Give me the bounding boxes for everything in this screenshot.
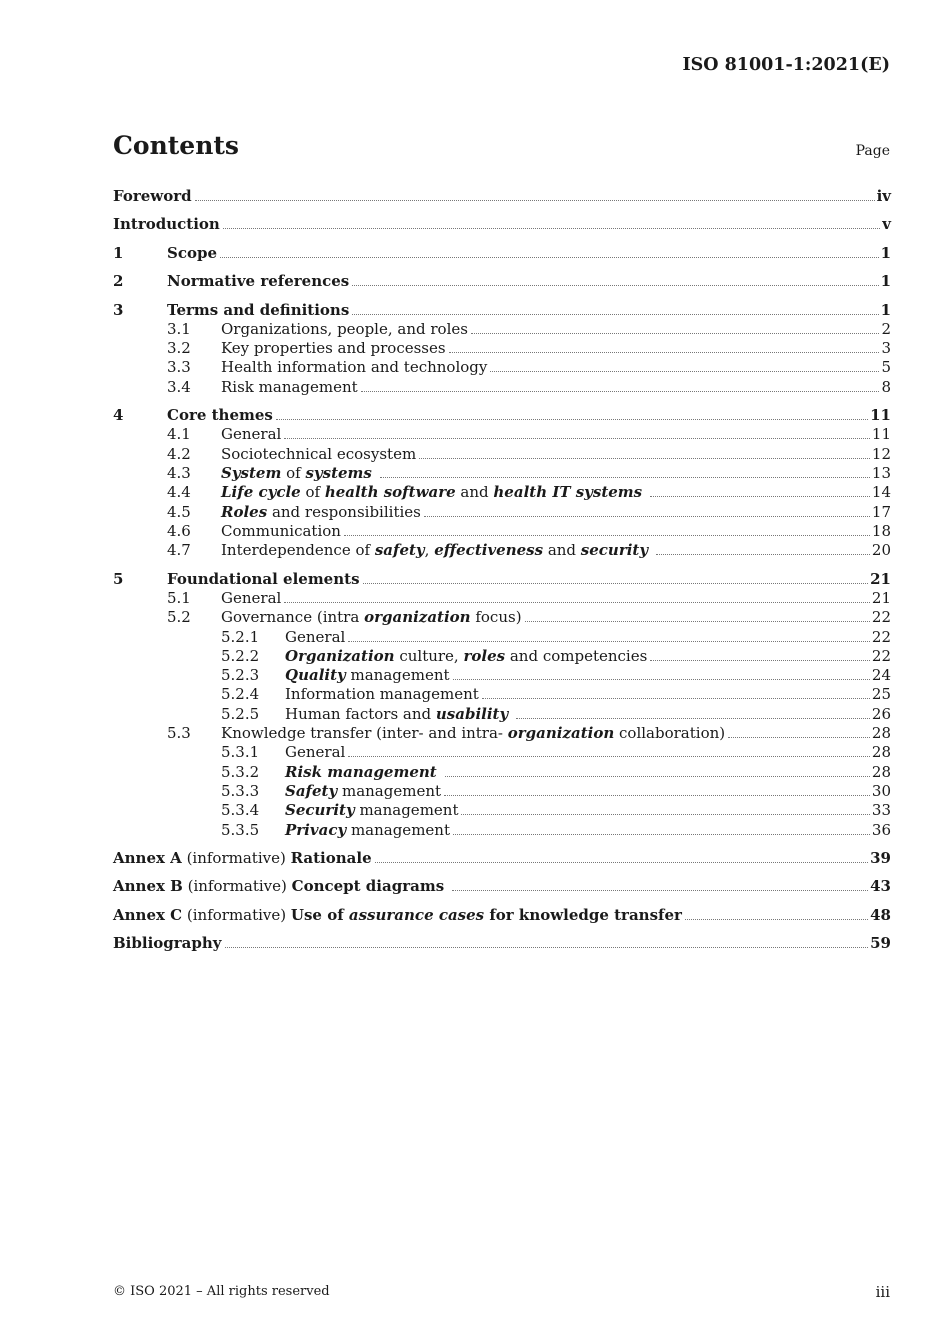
toc-entry-line (167, 405, 891, 425)
toc-entry-page: 1 (880, 272, 891, 290)
toc-title-segment: (informative) (182, 906, 291, 924)
toc-entry-number: 5.2 (167, 608, 191, 626)
toc-entry-number: 4 (113, 406, 124, 424)
toc-entry-title (221, 540, 653, 560)
dot-leader (419, 458, 870, 459)
toc-title-segment: management (346, 821, 450, 839)
dot-leader (445, 776, 870, 777)
toc-entry-title (221, 424, 281, 444)
dot-leader (352, 314, 878, 315)
toc-entry[interactable] (113, 357, 891, 377)
dot-leader (444, 795, 870, 796)
toc-entry[interactable] (113, 502, 891, 522)
toc-title-segment (508, 705, 513, 723)
toc-entry-number: 3.4 (167, 378, 191, 396)
dot-leader (220, 257, 879, 258)
toc-entry-title (221, 319, 468, 339)
toc-title-segment: Knowledge transfer (inter- and intra- (221, 724, 508, 742)
toc-entry-title (167, 243, 217, 263)
toc-entry-title (221, 607, 522, 627)
toc-entry[interactable] (113, 848, 891, 868)
toc-entry-title (113, 214, 220, 234)
toc-entry-title (221, 463, 377, 483)
dot-leader (424, 516, 870, 517)
toc-title-segment: and (543, 541, 581, 559)
toc-entry-title (285, 781, 441, 801)
toc-entry-number: 5.3 (167, 724, 191, 742)
dot-leader (525, 621, 870, 622)
toc-entry[interactable] (113, 933, 891, 953)
toc-title-segment: , (424, 541, 435, 559)
toc-entry-line (221, 540, 891, 560)
toc-title-segment: Governance (intra (221, 608, 365, 626)
toc-title-segment: of (281, 464, 306, 482)
toc-entry-line (221, 502, 891, 522)
toc-entry-title (285, 627, 345, 647)
toc-entry-number: 5.2.1 (221, 628, 260, 646)
toc-title-segment: and (455, 483, 494, 501)
toc-title-segment: Information management (285, 685, 479, 703)
toc-entry[interactable] (113, 444, 891, 464)
toc-title-segment: Human factors and (285, 705, 436, 723)
toc-entry[interactable] (113, 762, 891, 782)
toc-entry[interactable] (113, 820, 891, 840)
toc-entry-title (285, 742, 345, 762)
dot-leader (685, 919, 868, 920)
toc-entry-title (221, 377, 358, 397)
toc-entry-title (285, 684, 479, 704)
dot-leader (452, 890, 868, 891)
dot-leader (363, 583, 869, 584)
toc-title-segment: roles (463, 647, 506, 665)
page-number: iii (875, 1283, 890, 1301)
toc-title-segment: Scope (167, 244, 218, 262)
toc-title-segment: systems (305, 464, 372, 482)
toc-entry-title (221, 588, 281, 608)
toc-entry[interactable] (113, 665, 891, 685)
toc-entry-number: 5.2.3 (221, 666, 260, 684)
toc-entry-number: 5.3.1 (221, 743, 260, 761)
dot-leader (516, 718, 870, 719)
toc-title-segment: Safety (285, 782, 338, 800)
toc-title-segment: of (300, 483, 325, 501)
toc-title-segment: General (221, 589, 282, 607)
toc-title-segment: security (580, 541, 649, 559)
toc-title-segment: Rationale (290, 849, 372, 867)
toc-entry-number: 5 (113, 570, 124, 588)
toc-title-segment: Annex A (113, 849, 182, 867)
toc-title-segment: health software (324, 483, 456, 501)
toc-entry-page: 22 (871, 647, 891, 665)
toc-entry-line (113, 848, 891, 868)
page-column-label: Page (855, 143, 890, 159)
toc-entry-line (221, 424, 891, 444)
toc-entry[interactable] (113, 607, 891, 627)
toc-entry-line (285, 704, 891, 724)
toc-entry[interactable] (113, 271, 891, 291)
toc-entry-number: 4.2 (167, 445, 191, 463)
toc-entry-line (113, 214, 891, 234)
toc-entry-line (285, 665, 891, 685)
toc-entry-title (221, 444, 416, 464)
toc-entry-line (167, 243, 891, 263)
toc-entry-title (113, 876, 449, 896)
dot-leader (482, 698, 870, 699)
toc-entry-page: 3 (881, 339, 891, 357)
dot-leader (380, 477, 870, 478)
toc-entry-page: 28 (871, 763, 891, 781)
dot-leader (284, 438, 870, 439)
toc-entry-page: 13 (871, 464, 891, 482)
toc-entry[interactable] (113, 876, 891, 896)
toc-entry-page: 39 (870, 849, 891, 867)
toc-title-segment: organization (507, 724, 615, 742)
toc-entry[interactable] (113, 569, 891, 589)
toc-title-segment: Foreword (113, 187, 192, 205)
toc-entry-number: 5.3.4 (221, 801, 260, 819)
toc-entry-page: 1 (880, 301, 891, 319)
toc-entry-page: 21 (871, 589, 891, 607)
toc-title-segment: for knowledge transfer (484, 906, 682, 924)
toc-title-segment: Organization (285, 647, 395, 665)
toc-entry-page: v (882, 215, 891, 233)
toc-entry-page: 11 (871, 425, 891, 443)
toc-title-segment: Quality (285, 666, 346, 684)
dot-leader (361, 391, 880, 392)
toc-title-segment: Foundational elements (167, 570, 360, 588)
toc-entry-page: 43 (870, 877, 891, 895)
toc-entry-number: 4.7 (167, 541, 191, 559)
toc-entry-title (221, 338, 446, 358)
toc-entry-page: 33 (871, 801, 891, 819)
toc-entry-page: 1 (880, 244, 891, 262)
toc-entry-line (167, 569, 891, 589)
toc-title-segment: management (337, 782, 442, 800)
dot-leader (656, 554, 870, 555)
toc-entry[interactable] (113, 646, 891, 666)
toc-entry-line (285, 627, 891, 647)
toc-entry[interactable] (113, 214, 891, 234)
toc-title-segment: Key properties and processes (221, 339, 446, 357)
toc-entry-title (221, 502, 421, 522)
toc-entry-title (221, 482, 647, 502)
toc-entry-page: 26 (871, 705, 891, 723)
toc-title-segment: Core themes (167, 406, 273, 424)
toc-entry-number: 4.1 (167, 425, 191, 443)
toc-entry-page: 11 (870, 406, 891, 424)
toc-title-segment: Organizations, people, and roles (221, 320, 468, 338)
page-title: Contents (113, 131, 240, 160)
toc-entry-number: 1 (113, 244, 124, 262)
toc-entry-number: 5.2.5 (221, 705, 260, 723)
dot-leader (223, 228, 880, 229)
toc-entry-title (285, 762, 442, 782)
toc-title-segment (648, 541, 653, 559)
toc-entry-title (221, 357, 487, 377)
toc-title-segment: General (285, 743, 346, 761)
toc-title-segment: Annex B (113, 877, 183, 895)
toc-title-segment: (informative) (182, 877, 292, 895)
dot-leader (195, 200, 875, 201)
toc-entry-line (113, 186, 891, 206)
dot-leader (276, 419, 868, 420)
toc-entry-line (221, 521, 891, 541)
dot-leader (344, 535, 870, 536)
toc-title-segment: Privacy (285, 821, 347, 839)
copyright-notice: © ISO 2021 – All rights reserved (113, 1284, 330, 1299)
toc-title-segment: Concept diagrams (291, 877, 445, 895)
toc-entry-title (221, 521, 341, 541)
toc-entry[interactable] (113, 243, 891, 263)
dot-leader (225, 947, 869, 948)
toc-entry-line (285, 742, 891, 762)
toc-title-segment: management (345, 666, 450, 684)
toc-entry-title (285, 665, 450, 685)
toc-entry-page: 2 (881, 320, 891, 338)
toc-entry-page: iv (876, 187, 891, 205)
toc-entry-line (221, 723, 891, 743)
toc-entry-line (285, 800, 891, 820)
toc-title-segment: Sociotechnical ecosystem (221, 445, 417, 463)
dot-leader (650, 496, 870, 497)
toc-entry-line (167, 300, 891, 320)
dot-leader (352, 285, 878, 286)
toc-entry-page: 28 (871, 743, 891, 761)
toc-title-segment (444, 877, 449, 895)
toc-entry-title (167, 569, 360, 589)
toc-entry-line (221, 588, 891, 608)
toc-entry[interactable] (113, 319, 891, 339)
toc-entry-page: 5 (881, 358, 891, 376)
toc-entry-number: 4.5 (167, 503, 191, 521)
toc-entry[interactable] (113, 338, 891, 358)
toc-entry-number: 4.4 (167, 483, 191, 501)
toc-entry-page: 24 (871, 666, 891, 684)
toc-entry-title (221, 723, 725, 743)
toc-title-segment: and competencies (505, 647, 648, 665)
toc-title-segment: Security (285, 801, 355, 819)
toc-entry-line (221, 357, 891, 377)
toc-entry-page: 17 (871, 503, 891, 521)
toc-entry-number: 2 (113, 272, 124, 290)
toc-entry-page: 21 (870, 570, 891, 588)
toc-title-segment: Interdependence of (221, 541, 375, 559)
toc-title-segment (642, 483, 647, 501)
toc-entry-title (113, 933, 222, 953)
toc-entry-number: 5.3.3 (221, 782, 260, 800)
toc-entry-page: 14 (871, 483, 891, 501)
toc-title-segment: usability (435, 705, 509, 723)
toc-entry-title (113, 905, 682, 925)
toc-entry-number: 5.2.2 (221, 647, 260, 665)
toc-entry-title (167, 271, 349, 291)
dot-leader (453, 679, 870, 680)
toc-entry[interactable] (113, 424, 891, 444)
toc-title-segment: Risk management (285, 763, 437, 781)
toc-title-segment: System (221, 464, 282, 482)
toc-title-segment: effectiveness (434, 541, 544, 559)
toc-entry-number: 3 (113, 301, 124, 319)
toc-entry-line (113, 876, 891, 896)
toc-entry-number: 4.6 (167, 522, 191, 540)
toc-entry-line (221, 482, 891, 502)
toc-entry[interactable] (113, 627, 891, 647)
toc-title-segment: safety (374, 541, 425, 559)
toc-title-segment: General (285, 628, 346, 646)
toc-entry-line (113, 905, 891, 925)
toc-entry-page: 22 (871, 608, 891, 626)
toc-entry-title (285, 646, 647, 666)
toc-entry-line (285, 820, 891, 840)
toc-title-segment (437, 763, 442, 781)
toc-title-segment: Life cycle (221, 483, 301, 501)
toc-entry-page: 8 (881, 378, 891, 396)
toc-title-segment: assurance cases (348, 906, 485, 924)
toc-entry-page: 12 (871, 445, 891, 463)
toc-entry-number: 5.3.5 (221, 821, 260, 839)
toc-title-segment: General (221, 425, 282, 443)
toc-title-segment: (informative) (181, 849, 291, 867)
toc-entry-page: 18 (871, 522, 891, 540)
toc-entry-page: 30 (871, 782, 891, 800)
toc-entry-line (285, 684, 891, 704)
toc-entry[interactable] (113, 521, 891, 541)
dot-leader (728, 737, 870, 738)
toc-entry-title (285, 820, 450, 840)
toc-entry-page: 48 (870, 906, 891, 924)
toc-title-segment: Terms and definitions (167, 301, 350, 319)
toc-entry-line (167, 271, 891, 291)
dot-leader (471, 333, 880, 334)
toc-entry-line (285, 762, 891, 782)
toc-title-segment (372, 464, 377, 482)
dot-leader (453, 834, 870, 835)
toc-entry-title (167, 300, 349, 320)
toc-entry[interactable] (113, 482, 891, 502)
dot-leader (490, 371, 879, 372)
toc-entry-line (221, 338, 891, 358)
toc-entry[interactable] (113, 684, 891, 704)
toc-entry-title (285, 800, 458, 820)
toc-title-segment: health IT systems (493, 483, 643, 501)
toc-entry[interactable] (113, 704, 891, 724)
toc-entry-line (221, 463, 891, 483)
toc-entry-line (285, 781, 891, 801)
toc-title-segment: organization (364, 608, 471, 626)
toc-entry[interactable] (113, 405, 891, 425)
toc-entry-number: 5.1 (167, 589, 191, 607)
dot-leader (348, 641, 870, 642)
toc-entry-title (167, 405, 273, 425)
toc-entry[interactable] (113, 781, 891, 801)
toc-title-segment: Bibliography (113, 934, 222, 952)
toc-title-segment: Annex C (113, 906, 183, 924)
toc-title-segment: focus) (470, 608, 522, 626)
toc-entry[interactable] (113, 742, 891, 762)
toc-entry-page: 28 (871, 724, 891, 742)
toc-entry-number: 5.2.4 (221, 685, 260, 703)
toc-entry-line (113, 933, 891, 953)
toc-entry[interactable] (113, 463, 891, 483)
toc-entry-page: 36 (871, 821, 891, 839)
dot-leader (375, 862, 869, 863)
toc-entry-number: 3.2 (167, 339, 191, 357)
toc-entry-page: 20 (871, 541, 891, 559)
toc-title-segment: Use of (290, 906, 349, 924)
toc-entry[interactable] (113, 800, 891, 820)
toc-entry-title (285, 704, 513, 724)
toc-entry-number: 5.3.2 (221, 763, 260, 781)
dot-leader (449, 352, 880, 353)
toc-entry-line (221, 444, 891, 464)
document-id-header: ISO 81001-1:2021(E) (682, 55, 890, 75)
toc-title-segment: Risk management (221, 378, 358, 396)
toc-entry[interactable] (113, 186, 891, 206)
toc-entry[interactable] (113, 540, 891, 560)
toc-entry-page: 25 (871, 685, 891, 703)
toc-title-segment: collaboration) (614, 724, 726, 742)
toc-entry-title (113, 186, 192, 206)
toc-entry-line (221, 377, 891, 397)
toc-title-segment: and responsibilities (267, 503, 421, 521)
toc-entry-number: 3.3 (167, 358, 191, 376)
toc-entry-line (221, 319, 891, 339)
toc-entry[interactable] (113, 723, 891, 743)
dot-leader (284, 602, 870, 603)
toc-entry[interactable] (113, 588, 891, 608)
toc-entry[interactable] (113, 300, 891, 320)
toc-entry[interactable] (113, 377, 891, 397)
toc-entry-number: 4.3 (167, 464, 191, 482)
toc-entry-line (221, 607, 891, 627)
toc-title-segment: Roles (221, 503, 268, 521)
dot-leader (348, 756, 870, 757)
toc-entry-page: 22 (871, 628, 891, 646)
toc-entry-title (113, 848, 372, 868)
dot-leader (461, 814, 869, 815)
toc-entry-number: 3.1 (167, 320, 191, 338)
toc-entry[interactable] (113, 905, 891, 925)
toc-title-segment: Communication (221, 522, 341, 540)
toc-entry-page: 59 (870, 934, 891, 952)
toc-entry-line (285, 646, 891, 666)
toc-title-segment: Health information and technology (221, 358, 488, 376)
toc-title-segment: management (354, 801, 459, 819)
toc-title-segment: Introduction (113, 215, 220, 233)
dot-leader (650, 660, 870, 661)
toc-title-segment: culture, (394, 647, 464, 665)
toc-title-segment: Normative references (167, 272, 350, 290)
